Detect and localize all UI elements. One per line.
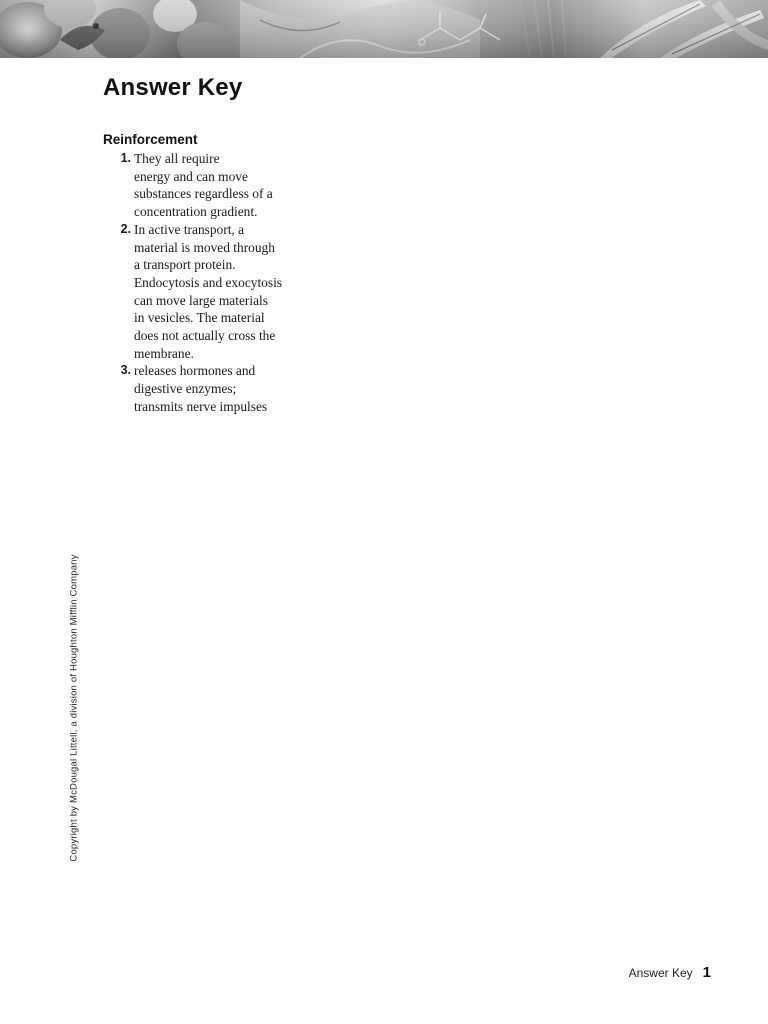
answer-number: 3. xyxy=(120,363,131,378)
answer-line: can move large materials xyxy=(134,292,268,308)
answer-line: material is moved through xyxy=(134,239,275,255)
answer-number: 2. xyxy=(120,221,131,236)
answer-item-3 xyxy=(103,362,303,415)
answer-text xyxy=(132,221,303,363)
answer-line: does not actually cross the xyxy=(134,328,276,344)
copyright-notice: Copyright by McDougal Littell, a division of Houghton Mifflin Company xyxy=(68,554,80,862)
answer-list xyxy=(103,150,303,416)
section-heading: Reinforcement xyxy=(103,132,198,147)
answer-line: In active transport, a xyxy=(134,221,245,237)
page-footer xyxy=(629,964,711,981)
answer-text xyxy=(132,362,303,415)
answer-item-1 xyxy=(103,150,303,221)
answer-line: energy and can move xyxy=(134,168,248,184)
answer-line: in vesicles. The material xyxy=(134,310,265,326)
answer-line: substances regardless of a xyxy=(134,186,273,202)
answer-line: membrane. xyxy=(134,345,194,361)
answer-line: releases hormones and xyxy=(134,363,256,379)
header-banner-image xyxy=(0,0,768,58)
nature-collage-illustration xyxy=(0,0,768,58)
answer-line: concentration gradient. xyxy=(134,204,258,220)
footer-label: Answer Key xyxy=(628,966,693,980)
answer-line: a transport protein. xyxy=(134,257,236,273)
answer-line: Endocytosis and exocytosis xyxy=(134,274,283,290)
answer-item-2 xyxy=(103,221,303,363)
answer-line: They all require xyxy=(134,151,220,166)
answer-text xyxy=(132,150,303,221)
page-number: 1 xyxy=(702,964,711,981)
answer-line: transmits nerve impulses xyxy=(134,398,268,414)
answer-line: digestive enzymes; xyxy=(134,381,237,397)
answer-number: 1. xyxy=(120,151,131,165)
page-title: Answer Key xyxy=(103,74,243,101)
